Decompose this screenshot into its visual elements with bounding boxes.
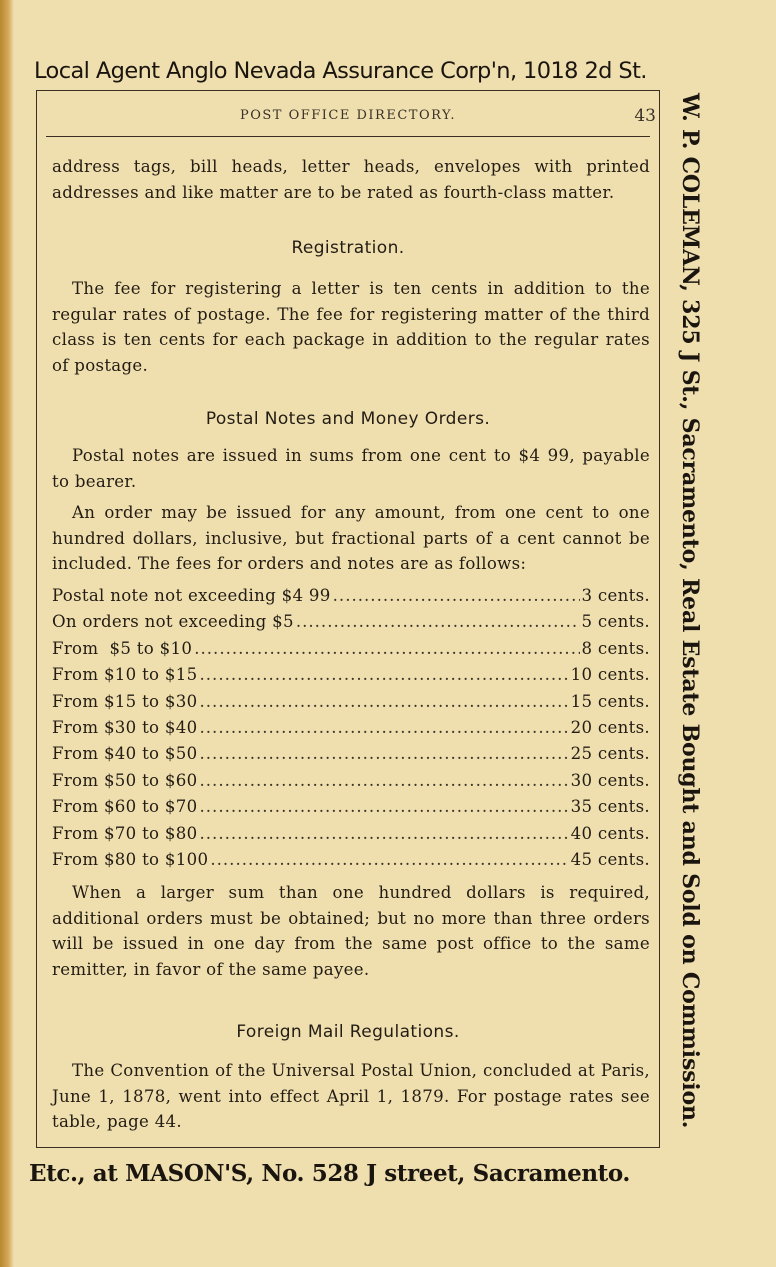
fee-range: From $5 to $10: [52, 638, 193, 658]
top-advertisement: Local Agent Anglo Nevada Assurance Corp'n, 1018 2d St.: [34, 58, 647, 84]
page-number: 43: [634, 106, 656, 126]
fee-row: [52, 692, 650, 718]
money-orders-paragraph: An order may be issued for any amount, from one cent to one hundred dollars, inclusive, but fractional parts of a cent cannot be included. The fees for orders and notes are as follows:: [52, 503, 650, 573]
fee-table: [52, 586, 650, 876]
postal-notes-paragraph: Postal notes are issued in sums from one cent to $4 99, payable to bearer.: [52, 446, 650, 491]
larger-sum-paragraph: When a larger sum than one hundred dollars is required, additional orders must be obtained; but no more than three orders will be issued in one day from the same post office to the same remitter, in favor of the same payee.: [52, 883, 650, 979]
leader-dots: [200, 718, 569, 737]
postal-notes-heading: Postal Notes and Money Orders.: [205, 409, 491, 429]
leader-dots: [200, 744, 569, 763]
fee-amount: 10 cents.: [570, 665, 650, 685]
fee-row: [52, 850, 650, 876]
intro-paragraph: address tags, bill heads, letter heads, envelopes with printed addresses and like matter are to be rated as fourth-class matter.: [52, 157, 650, 202]
fee-range: From $10 to $15: [52, 665, 198, 685]
leader-dots: [200, 692, 569, 711]
fee-range: Postal note not exceeding $4 99: [52, 586, 331, 605]
fee-range: On orders not exceeding $5: [52, 612, 294, 632]
fee-range: From $80 to $100: [52, 849, 209, 869]
foreign-mail-heading: Foreign Mail Regulations.: [236, 1022, 460, 1042]
leader-dots: [200, 771, 569, 790]
leader-dots: [200, 665, 569, 684]
book-spine-edge: [0, 0, 14, 1267]
registration-heading: Registration.: [291, 238, 405, 258]
fee-row: [52, 665, 650, 691]
fee-amount: 3 cents.: [581, 586, 650, 605]
fee-amount: 35 cents.: [570, 797, 650, 817]
leader-dots: [210, 850, 568, 869]
leader-dots: [200, 797, 569, 816]
bottom-advertisement: Etc., at MASON'S, No. 528 J street, Sacramento.: [29, 1160, 631, 1187]
fee-range: From $15 to $30: [52, 691, 198, 711]
fee-row: [52, 639, 650, 665]
fee-range: From $30 to $40: [52, 717, 198, 737]
fee-amount: 40 cents.: [570, 823, 650, 843]
foreign-mail-paragraph: The Convention of the Universal Postal Union, concluded at Paris, June 1, 1878, went into effect April 1, 1879. For postage rates see table, page 44.: [52, 1061, 650, 1131]
fee-range: From $50 to $60: [52, 770, 198, 790]
fee-amount: 15 cents.: [570, 691, 650, 711]
leader-dots: [194, 639, 579, 658]
fee-amount: 5 cents.: [581, 612, 650, 632]
fee-amount: 20 cents.: [570, 717, 650, 737]
head-rule: [46, 136, 650, 137]
fee-range: From $60 to $70: [52, 797, 198, 817]
fee-range: From $70 to $80: [52, 823, 198, 843]
leader-dots: [296, 612, 580, 631]
fee-amount: 30 cents.: [570, 770, 650, 790]
fee-row: [52, 824, 650, 850]
fee-row: [52, 771, 650, 797]
fee-range: From $40 to $50: [52, 744, 198, 764]
running-head: [36, 108, 660, 132]
fee-row: [52, 718, 650, 744]
side-advertisement: W. P. COLEMAN, 325 J St., Sacramento, Real Estate Bought and Sold on Commission.: [677, 93, 703, 1129]
fee-row: [52, 612, 650, 638]
registration-paragraph: The fee for registering a letter is ten cents in addition to the regular rates of postage. The fee for registering matter of the third class is ten cents for each package in addition to the regular rates of postage.: [52, 279, 650, 375]
leader-dots: [333, 586, 580, 605]
fee-row: [52, 797, 650, 823]
fee-amount: 25 cents.: [570, 744, 650, 764]
fee-amount: 8 cents.: [581, 638, 650, 658]
leader-dots: [200, 824, 569, 843]
fee-row: [52, 586, 650, 612]
fee-amount: 45 cents.: [570, 849, 650, 869]
fee-row: [52, 744, 650, 770]
running-head-title: POST OFFICE DIRECTORY.: [239, 108, 457, 123]
